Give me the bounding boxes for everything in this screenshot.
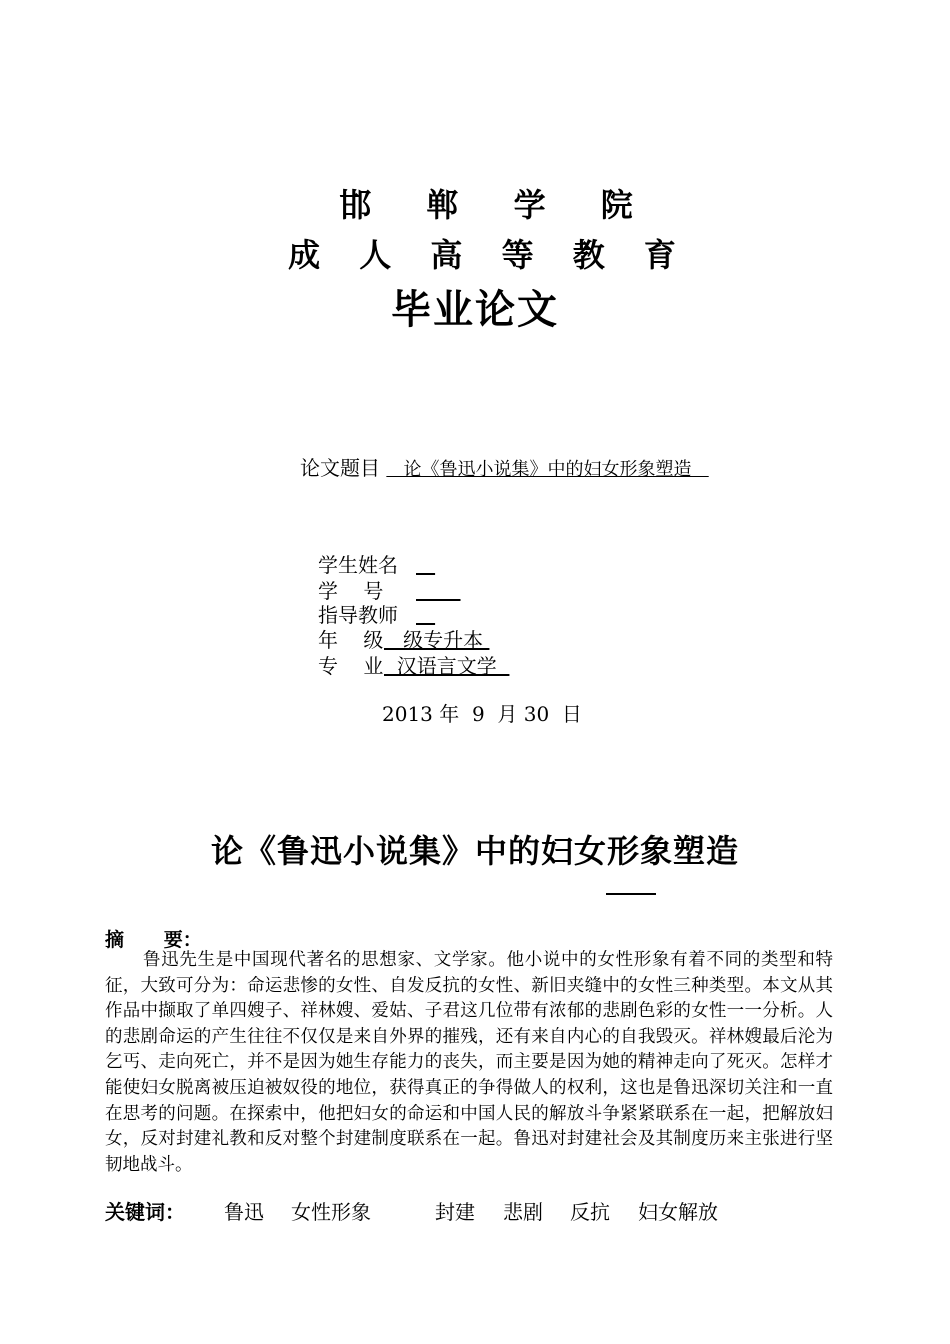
student-name-row bbox=[318, 549, 435, 578]
major-label: 专 业 bbox=[318, 654, 384, 678]
abstract-label: 摘 要： bbox=[105, 929, 202, 951]
thesis-topic-value: 论《鲁迅小说集》中的妇女形象塑造 bbox=[386, 459, 709, 480]
abstract-text: 鲁迅先生是中国现代著名的思想家、文学家。他小说中的女性形象有着不同的类型和特征，大致可分为：命运悲惨的女性、自发反抗的女性、新旧夹缝中的女性三种类型。本文从其作品中撷取了单四嫂子、祥林嫂、爱姑、子君这几位带有浓郁的悲剧色彩的女性一一分析。人的悲剧命运的产生往往不仅仅是来自外界的摧残，还有来自内心的自我毁灭。祥林嫂最后沦为乞丐、走向死亡，并不是因为她生存能力的丧失，而主要是因为她的精神走向了死灭。怎样才能使妇女脱离被压迫被奴役的地位，获得真正的争得做人的权利，这也是鲁迅深切关注和一直在思考的问题。在探索中，他把妇女的命运和中国人民的解放斗争紧紧联系在一起，把解放妇女，反对封建礼教和反对整个封建制度联系在一起。鲁迅对封建社会及其制度历来主张进行坚韧地战斗。 bbox=[105, 950, 833, 1175]
keyword-item: 悲剧 bbox=[503, 1200, 543, 1224]
title-underline-divider bbox=[606, 893, 656, 895]
submission-date: 2013 年 9 月 30 日 bbox=[382, 702, 582, 726]
major-row bbox=[318, 650, 509, 679]
keyword-item: 封建 bbox=[435, 1200, 475, 1224]
document-type: 毕业论文 bbox=[391, 286, 559, 333]
major-value: 汉语言文学 bbox=[384, 654, 510, 678]
thesis-topic-row bbox=[300, 452, 709, 481]
grade-label: 年 级 bbox=[318, 628, 384, 652]
program-name: 成 人 高 等 教 育 bbox=[288, 236, 690, 274]
student-name-value bbox=[416, 553, 435, 577]
keywords-label: 关键词： bbox=[105, 1200, 185, 1224]
thesis-topic-label: 论文题目 bbox=[300, 456, 380, 480]
grade-row bbox=[318, 624, 489, 653]
student-id-label: 学 号 bbox=[318, 579, 384, 603]
grade-value: 级专升本 bbox=[384, 628, 490, 652]
keyword-item: 妇女解放 bbox=[638, 1200, 718, 1224]
advisor-label: 指导教师 bbox=[318, 603, 398, 627]
paper-title: 论《鲁迅小说集》中的妇女形象塑造 bbox=[210, 832, 739, 870]
keyword-item: 鲁迅 bbox=[224, 1200, 264, 1224]
student-name-label: 学生姓名 bbox=[318, 553, 398, 577]
school-name: 邯 郸 学 院 bbox=[339, 186, 655, 224]
keyword-item: 反抗 bbox=[570, 1200, 610, 1224]
keyword-item: 女性形象 bbox=[291, 1200, 371, 1224]
